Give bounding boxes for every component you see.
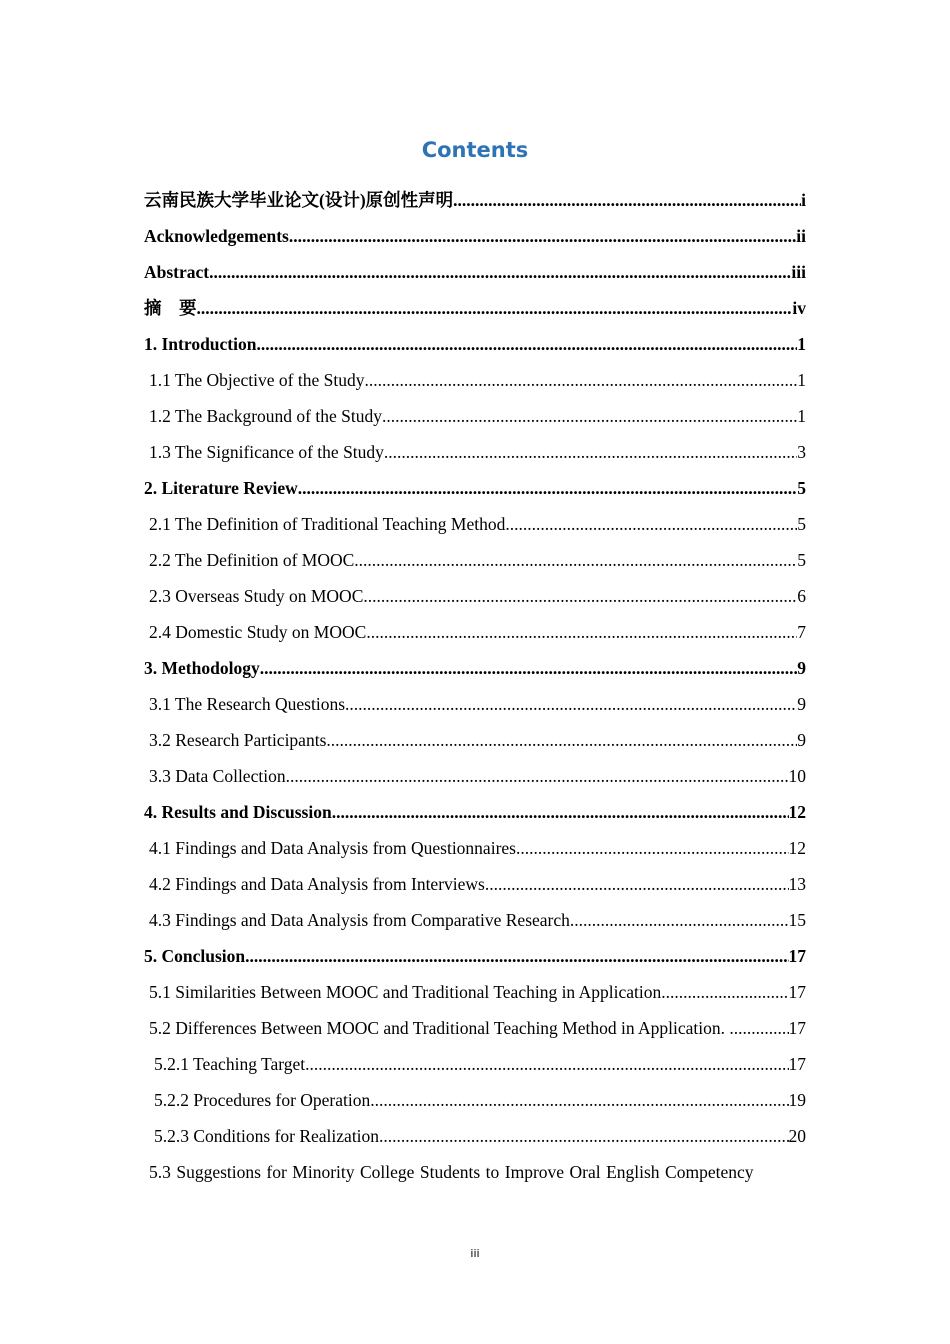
toc-entry[interactable] xyxy=(144,794,806,830)
toc-dot-leader xyxy=(516,830,789,866)
toc-entry-title: 4.3 Findings and Data Analysis from Comparative Research xyxy=(149,910,570,930)
toc-entry-page: 1 xyxy=(797,370,806,390)
toc-entry[interactable] xyxy=(144,362,806,398)
toc-entry[interactable] xyxy=(144,398,806,434)
toc-entry[interactable] xyxy=(144,1046,806,1082)
toc-dot-leader xyxy=(245,938,788,974)
toc-entry[interactable] xyxy=(144,1010,806,1046)
toc-entry-page: iii xyxy=(791,262,806,282)
toc-entry-title: 4.1 Findings and Data Analysis from Questionnaires xyxy=(149,838,516,858)
toc-dot-leader xyxy=(661,974,788,1010)
toc-entry[interactable] xyxy=(144,578,806,614)
toc-entry-title: 4.2 Findings and Data Analysis from Interviews xyxy=(149,874,485,894)
toc-dot-leader xyxy=(505,506,797,542)
toc-entry-title: 1.1 The Objective of the Study xyxy=(149,370,365,390)
toc-entry-page: 1 xyxy=(797,334,806,354)
toc-entry-title: Acknowledgements xyxy=(144,226,289,246)
toc-entry[interactable] xyxy=(144,974,806,1010)
toc-entry-page: 7 xyxy=(797,622,806,642)
toc-dot-leader xyxy=(260,650,798,686)
toc-entry-title: 云南民族大学毕业论文(设计)原创性声明 xyxy=(144,190,454,210)
toc-entry-title: 5.1 Similarities Between MOOC and Traditional Teaching in Application xyxy=(149,982,662,1002)
toc-entry-title: 5.2.3 Conditions for Realization xyxy=(154,1126,380,1146)
toc-dot-leader xyxy=(332,794,789,830)
toc-entry-title: 2. Literature Review xyxy=(144,478,298,498)
toc-entry-title: 2.3 Overseas Study on MOOC xyxy=(149,586,364,606)
contents-heading: Contents xyxy=(421,138,529,162)
toc-entry-title: 3.2 Research Participants xyxy=(149,730,327,750)
toc-entry-page: 5 xyxy=(797,514,806,534)
toc-dot-leader xyxy=(366,614,797,650)
toc-dot-leader xyxy=(286,758,789,794)
toc-entry-title: 3. Methodology xyxy=(144,658,260,678)
toc-entry[interactable] xyxy=(144,290,806,326)
toc-entry[interactable] xyxy=(144,722,806,758)
toc-entry-page: 9 xyxy=(797,730,806,750)
toc-dot-leader xyxy=(453,182,801,218)
toc-dot-leader xyxy=(354,542,797,578)
toc-entry-page: 5 xyxy=(797,478,806,498)
toc-entry-page: 1 xyxy=(797,406,806,426)
toc-entry-title: 4. Results and Discussion xyxy=(144,802,332,822)
toc-entry[interactable] xyxy=(144,434,806,470)
toc-entry-title: 2.2 The Definition of MOOC xyxy=(149,550,355,570)
toc-entry-title: 5. Conclusion xyxy=(144,946,246,966)
toc-entry-page: 5 xyxy=(797,550,806,570)
toc-dot-leader xyxy=(209,254,791,290)
toc-entry-title: 3.1 The Research Questions xyxy=(149,694,346,714)
toc-entry[interactable] xyxy=(144,830,806,866)
toc-dot-leader xyxy=(570,902,789,938)
toc-dot-leader xyxy=(305,1046,788,1082)
toc-entry-title: 5.2.1 Teaching Target xyxy=(154,1054,306,1074)
toc-entry[interactable] xyxy=(144,1082,806,1118)
toc-entry-page: ii xyxy=(796,226,806,246)
toc-dot-leader xyxy=(384,434,797,470)
toc-entry-title: 2.4 Domestic Study on MOOC xyxy=(149,622,367,642)
toc-dot-leader xyxy=(345,686,797,722)
toc-dot-leader xyxy=(289,218,796,254)
toc-entry[interactable] xyxy=(144,650,806,686)
table-of-contents xyxy=(144,182,806,1190)
toc-entry-page: 20 xyxy=(788,1126,806,1146)
toc-entry-page: 9 xyxy=(797,658,806,678)
toc-entry[interactable] xyxy=(144,902,806,938)
toc-entry-title: 1. Introduction xyxy=(144,334,257,354)
toc-dot-leader xyxy=(197,290,793,326)
toc-dot-leader xyxy=(379,1118,788,1154)
toc-dot-leader xyxy=(363,578,797,614)
toc-entry[interactable] xyxy=(144,218,806,254)
toc-dot-leader xyxy=(734,1010,789,1046)
toc-entry[interactable] xyxy=(144,686,806,722)
toc-entry-page: 10 xyxy=(788,766,806,786)
toc-entry[interactable] xyxy=(144,542,806,578)
toc-entry-title: 3.3 Data Collection xyxy=(149,766,286,786)
toc-entry-page: 6 xyxy=(797,586,806,606)
toc-entry-title: 5.3 Suggestions for Minority College Students to Improve Oral English Competency xyxy=(149,1162,754,1182)
toc-entry-title: Abstract xyxy=(144,262,210,282)
toc-entry[interactable] xyxy=(144,506,806,542)
toc-dot-leader xyxy=(256,326,797,362)
toc-entry-page: i xyxy=(801,190,806,210)
toc-entry-title: 1.2 The Background of the Study xyxy=(149,406,382,426)
toc-entry-title: 5.2.2 Procedures for Operation xyxy=(154,1090,371,1110)
toc-entry[interactable] xyxy=(144,326,806,362)
toc-entry-page: 17 xyxy=(788,1054,806,1074)
toc-entry[interactable] xyxy=(144,1118,806,1154)
toc-entry[interactable] xyxy=(144,866,806,902)
toc-entry-page: 15 xyxy=(788,910,806,930)
toc-entry[interactable] xyxy=(144,938,806,974)
page-number-footer: iii xyxy=(470,1247,480,1260)
toc-entry-page: 12 xyxy=(788,802,806,822)
toc-entry-title: 2.1 The Definition of Traditional Teaching Method xyxy=(149,514,506,534)
toc-entry-title: 摘 要 xyxy=(144,298,197,318)
toc-dot-leader xyxy=(382,398,797,434)
toc-dot-leader xyxy=(364,362,797,398)
toc-entry-page: 3 xyxy=(797,442,806,462)
toc-entry-page: 13 xyxy=(788,874,806,894)
toc-entry[interactable] xyxy=(144,758,806,794)
toc-entry[interactable] xyxy=(144,470,806,506)
toc-entry-page: 19 xyxy=(788,1090,806,1110)
toc-entry-page: 17 xyxy=(788,982,806,1002)
toc-entry-title: 1.3 The Significance of the Study xyxy=(149,442,384,462)
toc-entry-page: 9 xyxy=(797,694,806,714)
toc-entry-page: iv xyxy=(792,298,806,318)
toc-entry-page: 17 xyxy=(788,1018,806,1038)
toc-dot-leader xyxy=(326,722,797,758)
toc-entry[interactable] xyxy=(144,182,806,218)
toc-entry[interactable] xyxy=(144,614,806,650)
toc-entry-page: 17 xyxy=(788,946,806,966)
toc-entry-title: 5.2 Differences Between MOOC and Traditional Teaching Method in Application. . xyxy=(149,1018,734,1038)
toc-dot-leader xyxy=(370,1082,788,1118)
toc-entry[interactable] xyxy=(144,254,806,290)
toc-dot-leader xyxy=(298,470,798,506)
toc-dot-leader xyxy=(485,866,789,902)
toc-entry-page: 12 xyxy=(788,838,806,858)
toc-entry[interactable] xyxy=(144,1154,806,1190)
